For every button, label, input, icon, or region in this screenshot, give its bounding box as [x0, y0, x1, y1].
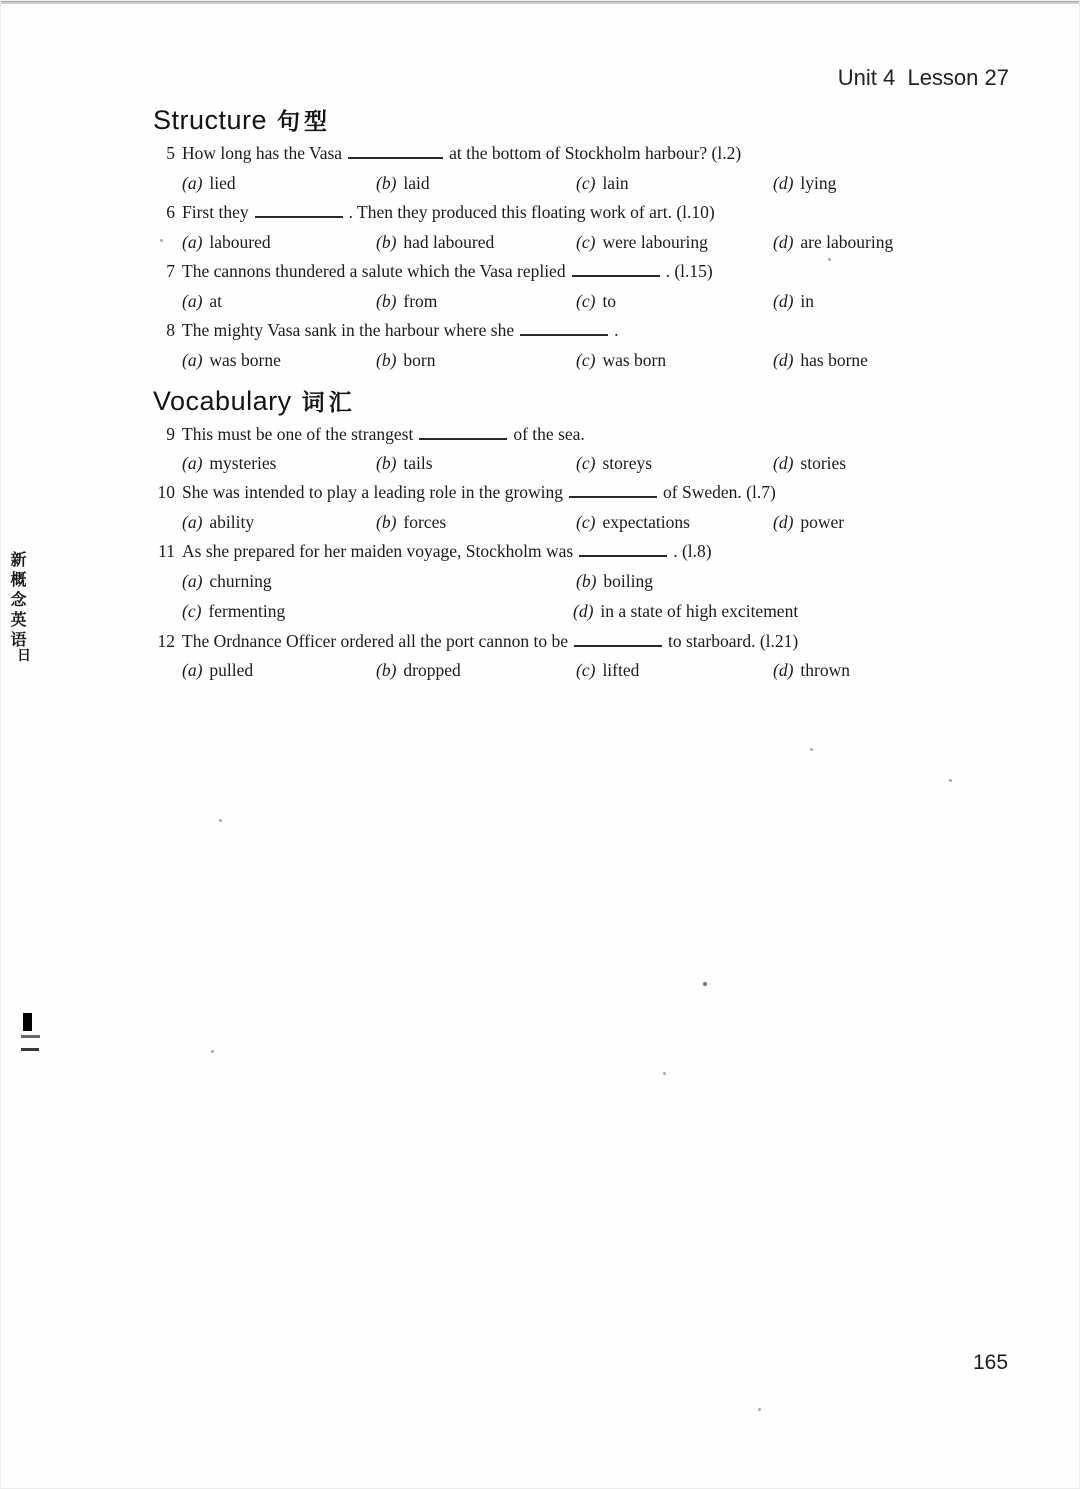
option-label: (a): [182, 660, 203, 680]
option-d: [773, 350, 868, 371]
options-row-11b: [182, 601, 1062, 625]
question-post: at the bottom of Stockholm harbour? (l.2): [449, 143, 742, 163]
option-b: [376, 173, 430, 194]
margin-vertical-text: 新概念英语: [8, 551, 25, 651]
option-text: laboured: [209, 232, 271, 252]
option-label: (a): [182, 453, 203, 473]
question-post: . (l.15): [665, 261, 713, 281]
option-label: (d): [773, 512, 794, 532]
question-number: 6: [166, 202, 175, 222]
option-label: (c): [182, 601, 202, 621]
option-label: (a): [182, 232, 203, 252]
option-text: lain: [602, 173, 629, 193]
option-text: was borne: [209, 350, 281, 370]
question-post: of Sweden. (l.7): [663, 482, 776, 502]
question-post: . (l.8): [673, 541, 712, 561]
question-number: 10: [157, 482, 175, 502]
option-label: (a): [182, 350, 203, 370]
question-post: . Then they produced this floating work of art. (l.10): [348, 202, 715, 222]
question-text: [182, 482, 776, 503]
section-title-en: Structure: [153, 105, 268, 135]
option-d: [773, 660, 850, 681]
option-label: (c): [576, 291, 596, 311]
option-text: pulled: [209, 660, 254, 680]
options-row-6: [182, 232, 1062, 256]
options-row-10: [182, 512, 1062, 536]
option-text: lied: [209, 173, 236, 193]
option-d: [773, 512, 844, 533]
option-text: ability: [209, 512, 255, 532]
answer-blank: [520, 321, 608, 336]
answer-blank: [574, 632, 662, 647]
option-label: (c): [576, 232, 596, 252]
option-label: (a): [182, 571, 203, 591]
scan-top-edge: [1, 1, 1079, 4]
question-9: [1, 424, 1080, 448]
option-text: dropped: [403, 660, 461, 680]
option-text: has borne: [800, 350, 868, 370]
option-c: [182, 601, 285, 622]
option-c: [576, 660, 639, 681]
question-pre: First they: [182, 202, 249, 222]
question-post: .: [614, 320, 619, 340]
options-row-9: [182, 453, 1062, 477]
option-label: (a): [182, 173, 203, 193]
option-b: [376, 350, 435, 371]
option-label: (b): [376, 232, 397, 252]
option-label: (c): [576, 512, 596, 532]
option-text: lifted: [602, 660, 640, 680]
scan-speck: [828, 258, 831, 261]
option-text: storeys: [602, 453, 653, 473]
margin-extra-char: 日: [17, 649, 31, 664]
section-heading-vocabulary: [153, 384, 356, 417]
question-11: [1, 541, 1080, 565]
option-label: (b): [576, 571, 597, 591]
option-label: (a): [182, 291, 203, 311]
option-label: (c): [576, 453, 596, 473]
answer-blank: [419, 425, 507, 440]
question-number: 12: [157, 631, 175, 651]
scan-speck: [219, 819, 222, 822]
section-title-zh: 词汇: [301, 390, 356, 415]
option-b: [376, 232, 494, 253]
question-5: [1, 143, 1080, 167]
option-label: (d): [773, 350, 794, 370]
option-b: [376, 512, 446, 533]
question-text: [182, 261, 713, 282]
question-number: 8: [166, 320, 175, 340]
question-text: [182, 202, 715, 223]
scan-speck: [758, 1408, 761, 1411]
option-c: [576, 512, 690, 533]
options-row-8: [182, 350, 1062, 374]
option-text: born: [403, 350, 436, 370]
option-text: from: [403, 291, 438, 311]
option-d: [773, 291, 814, 312]
question-8: [1, 320, 1080, 344]
option-a: [182, 291, 222, 312]
option-text: are labouring: [800, 232, 894, 252]
question-text: [182, 143, 741, 164]
option-a: [182, 512, 254, 533]
question-pre: How long has the Vasa: [182, 143, 343, 163]
scan-speck: [160, 239, 163, 242]
option-label: (d): [773, 173, 794, 193]
option-label: (c): [576, 350, 596, 370]
option-label: (c): [576, 173, 596, 193]
option-label: (d): [773, 660, 794, 680]
printer-mark-block: [23, 1013, 32, 1031]
option-label: (b): [376, 453, 397, 473]
option-label: (b): [376, 350, 397, 370]
option-a: [182, 571, 272, 592]
printer-mark-line: [21, 1048, 39, 1051]
question-7: [1, 261, 1080, 285]
question-number: 5: [166, 143, 175, 163]
option-text: at: [209, 291, 223, 311]
option-text: power: [800, 512, 845, 532]
question-number: 11: [158, 541, 175, 561]
option-a: [182, 350, 281, 371]
option-text: thrown: [800, 660, 850, 680]
question-pre: She was intended to play a leading role in the growing: [182, 482, 564, 502]
option-c: [576, 291, 616, 312]
option-text: laid: [403, 173, 430, 193]
scan-speck: [663, 1072, 666, 1075]
option-text: was born: [602, 350, 667, 370]
option-text: lying: [800, 173, 837, 193]
option-text: forces: [403, 512, 447, 532]
question-text: [182, 320, 618, 341]
question-post: of the sea.: [513, 424, 585, 444]
option-d: [773, 173, 836, 194]
answer-blank: [348, 144, 443, 159]
option-b: [376, 291, 437, 312]
option-text: churning: [209, 571, 272, 591]
option-text: in a state of high excitement: [600, 601, 799, 621]
scan-speck: [211, 1050, 214, 1053]
option-b: [576, 571, 653, 592]
option-a: [182, 173, 236, 194]
question-6: [1, 202, 1080, 226]
options-row-5: [182, 173, 1062, 197]
option-text: boiling: [603, 571, 653, 591]
scan-speck: [703, 982, 707, 986]
option-text: to: [602, 291, 617, 311]
answer-blank: [579, 542, 667, 557]
question-10: [1, 482, 1080, 506]
question-text: [182, 541, 712, 562]
option-label: (a): [182, 512, 203, 532]
scan-speck: [949, 779, 952, 782]
printer-mark-line: [21, 1035, 40, 1038]
option-label: (d): [773, 291, 794, 311]
option-a: [182, 232, 271, 253]
option-a: [182, 453, 276, 474]
option-label: (d): [773, 232, 794, 252]
question-12: [1, 631, 1080, 655]
answer-blank: [569, 483, 657, 498]
question-pre: This must be one of the strangest: [182, 424, 414, 444]
question-pre: The cannons thundered a salute which the Vasa replied: [182, 261, 566, 281]
answer-blank: [572, 262, 660, 277]
option-label: (b): [376, 512, 397, 532]
question-number: 7: [166, 261, 175, 281]
option-text: stories: [800, 453, 847, 473]
section-title-zh: 句型: [277, 109, 332, 134]
option-text: in: [800, 291, 815, 311]
option-label: (b): [376, 173, 397, 193]
question-pre: The mighty Vasa sank in the harbour where she: [182, 320, 515, 340]
option-d: [773, 232, 893, 253]
section-title-en: Vocabulary: [153, 386, 292, 416]
question-pre: The Ordnance Officer ordered all the port cannon to be: [182, 631, 568, 651]
option-text: expectations: [602, 512, 690, 532]
option-a: [182, 660, 253, 681]
answer-blank: [255, 203, 343, 218]
option-label: (d): [773, 453, 794, 473]
option-c: [576, 173, 629, 194]
page-number: 165: [973, 1351, 1009, 1374]
option-text: were labouring: [602, 232, 708, 252]
option-c: [576, 453, 652, 474]
option-label: (b): [376, 291, 397, 311]
scan-speck: [810, 748, 813, 751]
options-row-7: [182, 291, 1062, 315]
section-heading-structure: [153, 103, 331, 136]
option-label: (c): [576, 660, 596, 680]
option-b: [376, 453, 433, 474]
question-text: [182, 424, 585, 445]
question-pre: As she prepared for her maiden voyage, Stockholm was: [182, 541, 574, 561]
option-d: [573, 601, 798, 622]
option-label: (d): [573, 601, 594, 621]
options-row-11a: [182, 571, 1062, 595]
option-d: [773, 453, 846, 474]
options-row-12: [182, 660, 1062, 684]
option-c: [576, 350, 666, 371]
question-number: 9: [166, 424, 175, 444]
option-label: (b): [376, 660, 397, 680]
option-text: tails: [403, 453, 433, 473]
question-post: to starboard. (l.21): [667, 631, 799, 651]
page-header: Unit 4 Lesson 27: [837, 65, 1009, 90]
option-text: had laboured: [403, 232, 495, 252]
option-c: [576, 232, 708, 253]
option-b: [376, 660, 461, 681]
question-text: [182, 631, 798, 652]
option-text: fermenting: [208, 601, 286, 621]
option-text: mysteries: [209, 453, 277, 473]
